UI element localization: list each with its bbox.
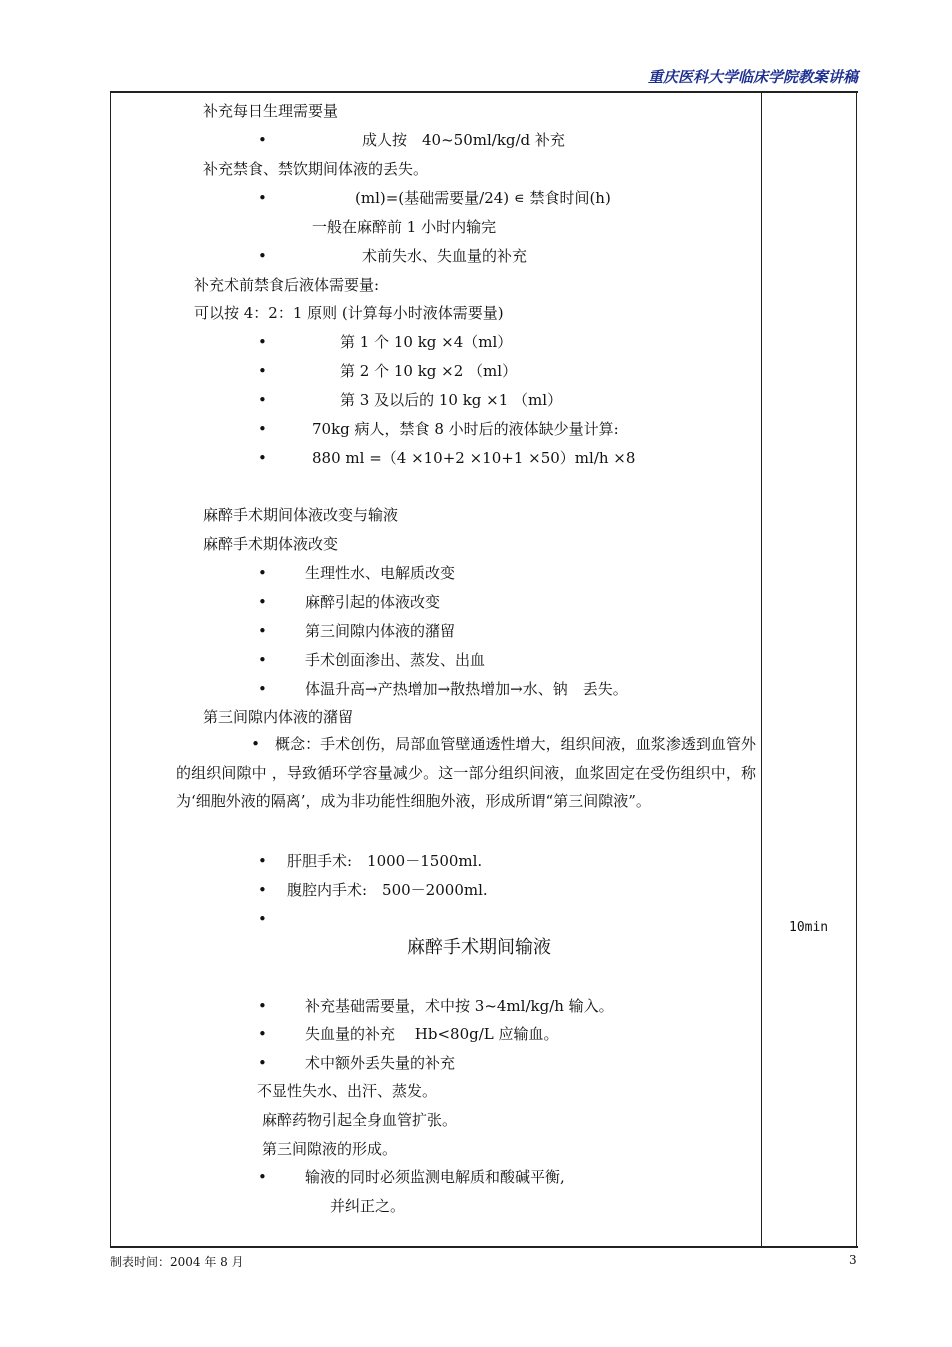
bullet: • bbox=[258, 247, 267, 265]
text-line: (ml)=(基础需要量/24) ∊ 禁食时间(h) bbox=[355, 189, 611, 207]
text-line: 一般在麻醉前 1 小时内输完 bbox=[312, 218, 497, 236]
page-number: 3 bbox=[849, 1253, 857, 1267]
bullet: • bbox=[258, 333, 267, 351]
text-line: 第三间隙液的形成。 bbox=[262, 1140, 398, 1158]
text-line: 第 2 个 10 kg ×2 （ml） bbox=[340, 362, 518, 380]
bullet: • bbox=[258, 362, 267, 380]
text-line: 麻醉手术期间体液改变与输液 bbox=[203, 506, 399, 524]
text-line: 70kg 病人，禁食 8 小时后的液体缺少量计算: bbox=[312, 420, 619, 438]
table-column-divider bbox=[761, 92, 762, 1248]
text-line: 术前失水、失血量的补充 bbox=[362, 247, 528, 265]
bullet: • bbox=[258, 449, 267, 467]
bullet: • bbox=[258, 910, 267, 928]
text-line: 体温升高→产热增加→散热增加→水、钠 丢失。 bbox=[305, 680, 628, 698]
text-line: 并纠正之。 bbox=[330, 1197, 406, 1215]
text-line: 第 1 个 10 kg ×4（ml） bbox=[340, 333, 513, 351]
text-line: 输液的同时必须监测电解质和酸碱平衡, bbox=[305, 1168, 565, 1186]
bullet: • bbox=[258, 680, 267, 698]
time-note: 10min bbox=[789, 920, 829, 935]
bullet: • bbox=[258, 593, 267, 611]
bullet: • bbox=[258, 391, 267, 409]
bullet: • bbox=[258, 420, 267, 438]
text-line: 补充基础需要量，术中按 3~4ml/kg/h 输入。 bbox=[305, 997, 614, 1015]
text-line: 不显性失水、出汗、蒸发。 bbox=[257, 1082, 438, 1100]
text-line: 术中额外丢失量的补充 bbox=[305, 1054, 456, 1072]
text-line: 失血量的补充 Hb<80g/L 应输血。 bbox=[305, 1025, 559, 1043]
text-line: 第 3 及以后的 10 kg ×1 （ml） bbox=[340, 391, 563, 409]
bullet: • bbox=[258, 622, 267, 640]
bullet: • bbox=[258, 852, 267, 870]
bullet: • bbox=[258, 564, 267, 582]
text-line: 麻醉药物引起全身血管扩张。 bbox=[262, 1111, 458, 1129]
bullet: • bbox=[258, 1168, 267, 1186]
bullet: • bbox=[258, 1025, 267, 1043]
text-line: 第三间隙内体液的潴留 bbox=[203, 708, 354, 726]
text-line: 补充术前禁食后液体需要量: bbox=[194, 276, 380, 294]
text-line: 肝胆手术: 1000－1500ml. bbox=[287, 852, 483, 870]
bullet: • bbox=[258, 1054, 267, 1072]
table-bottom-border bbox=[110, 1246, 858, 1248]
text-line: 手术创面渗出、蒸发、出血 bbox=[305, 651, 486, 669]
bullet: • bbox=[258, 997, 267, 1015]
bullet: • bbox=[258, 651, 267, 669]
text-line: 第三间隙内体液的潴留 bbox=[305, 622, 456, 640]
table-right-border bbox=[856, 92, 857, 1248]
text-line: 补充禁食、禁饮期间体液的丢失。 bbox=[203, 160, 429, 178]
section-title: 麻醉手术期间输液 bbox=[407, 937, 551, 958]
table-top-border bbox=[110, 91, 858, 93]
bullet: • bbox=[258, 881, 267, 899]
text-line: 880 ml =（4 ×10+2 ×10+1 ×50）ml/h ×8 bbox=[312, 449, 636, 467]
text-line: 腹腔内手术: 500－2000ml. bbox=[287, 881, 488, 899]
text-line: 成人按 40~50ml/kg/d 补充 bbox=[362, 131, 565, 149]
text-line: 补充每日生理需要量 bbox=[203, 102, 339, 120]
text-line: 可以按 4：2：1 原则 (计算每小时液体需要量) bbox=[194, 304, 504, 322]
bullet: • bbox=[258, 131, 267, 149]
concept-paragraph: • 概念：手术创伤，局部血管壁通透性增大，组织间液，血浆渗透到血管外的组织间隙中 ，导致循环学容量减少。这一部分组织间液，血浆固定在受伤组织中，称为‘细胞外液的隔离’，成为非功能性细胞外液，形成所谓“第三间隙液”。 bbox=[176, 735, 756, 811]
text-line: 麻醉引起的体液改变 bbox=[305, 593, 441, 611]
footer-date: 制表时间：2004 年 8 月 bbox=[110, 1255, 244, 1269]
table-left-border bbox=[110, 92, 111, 1248]
text-line: 生理性水、电解质改变 bbox=[305, 564, 456, 582]
document-header: 重庆医科大学临床学院教案讲稿 bbox=[647, 68, 858, 86]
text-line: 麻醉手术期体液改变 bbox=[203, 535, 339, 553]
bullet: • bbox=[258, 189, 267, 207]
